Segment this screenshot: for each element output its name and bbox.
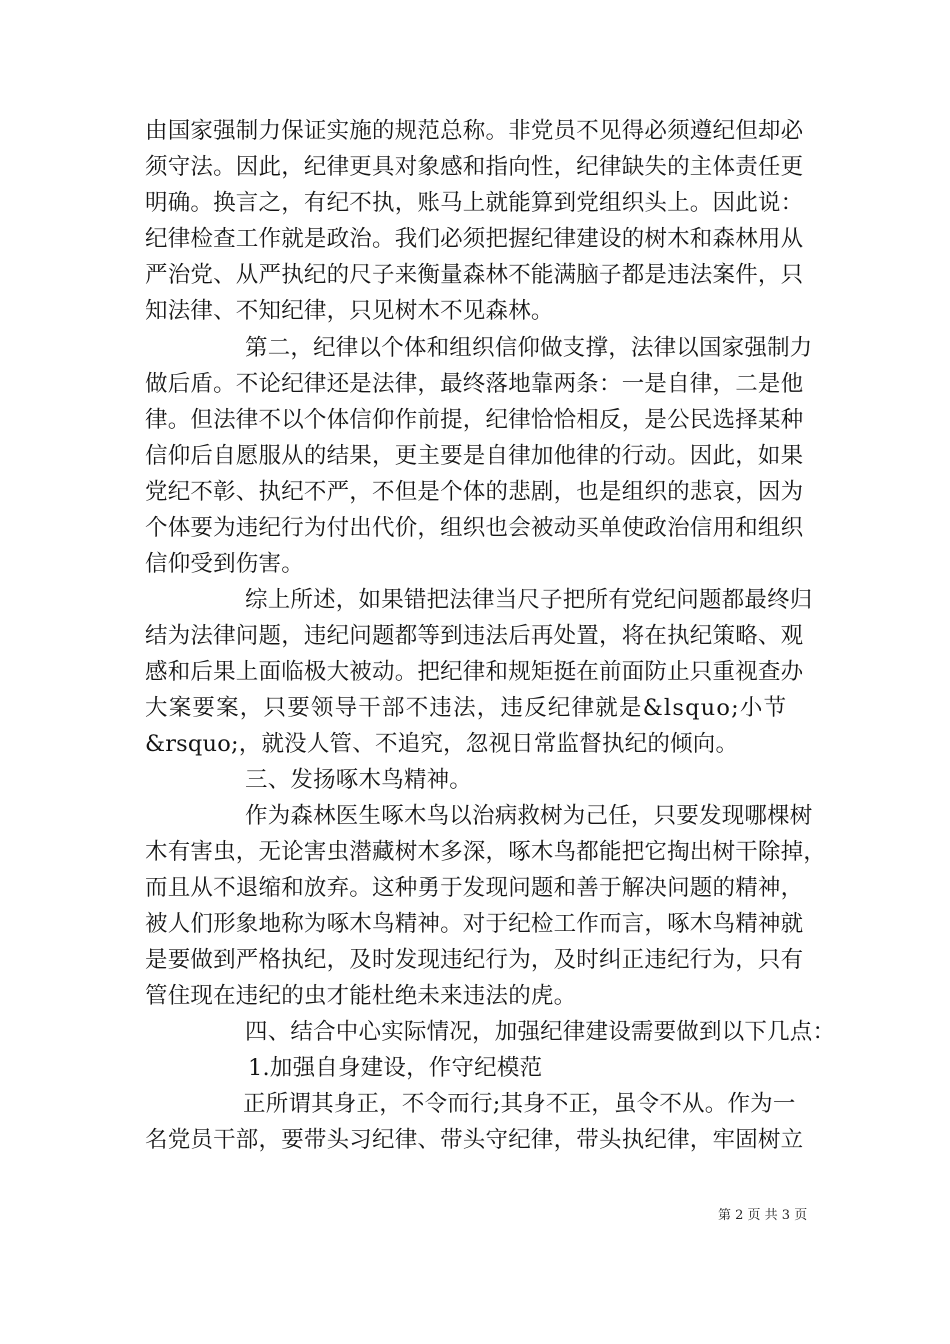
text-line: 由国家强制力保证实施的规范总称。非党员不见得必须遵纪但却必 <box>145 118 804 144</box>
text-line: 严治党、从严执纪的尺子来衡量森林不能满脑子都是违法案件，只 <box>145 262 804 288</box>
subsection-heading: 1.加强自身建设，作守纪模范 <box>248 1055 543 1081</box>
section-heading: 三、发扬啄木鸟精神。 <box>245 767 473 793</box>
text-line: 是要做到严格执纪，及时发现违纪行为，及时纠正违纪行为，只有 <box>145 947 804 973</box>
paragraph-start-line: 第二，纪律以个体和组织信仰做支撑，法律以国家强制力 <box>245 335 813 361</box>
text-line: 而且从不退缩和放弃。这种勇于发现问题和善于解决问题的精神， <box>145 875 804 901</box>
text-line: 个体要为违纪行为付出代价，组织也会被动买单使政治信用和组织 <box>145 515 804 541</box>
text-line: 感和后果上面临极大被动。把纪律和规矩挺在前面防止只重视查办 <box>145 659 804 685</box>
text-line: 结为法律问题，违纪问题都等到违法后再处置，将在执纪策略、观 <box>145 623 804 649</box>
paragraph-start-line: 综上所述，如果错把法律当尺子把所有党纪问题都最终归 <box>245 587 813 613</box>
paragraph-start-line: 作为森林医生啄木鸟以治病救树为己任，只要发现哪棵树 <box>245 803 813 829</box>
text-line: 大案要案，只要领导干部不违法，违反纪律就是&lsquo;小节 <box>145 695 788 721</box>
section-heading: 四、结合中心实际情况，加强纪律建设需要做到以下几点： <box>245 1019 836 1045</box>
page-number-footer: 第 2 页 共 3 页 <box>718 1208 808 1223</box>
text-line: 信仰后自愿服从的结果，更主要是自律加他律的行动。因此，如果 <box>145 443 804 469</box>
text-line: 管住现在违纪的虫才能杜绝未来违法的虎。 <box>145 983 577 1009</box>
text-line: &rsquo;，就没人管、不追究，忽视日常监督执纪的倾向。 <box>145 731 739 757</box>
text-line: 被人们形象地称为啄木鸟精神。对于纪检工作而言，啄木鸟精神就 <box>145 911 804 937</box>
text-line: 纪律检查工作就是政治。我们必须把握纪律建设的树木和森林用从 <box>145 226 804 252</box>
text-line: 做后盾。不论纪律还是法律，最终落地靠两条：一是自律，二是他 <box>145 371 804 397</box>
paragraph-start-line: 正所谓其身正，不令而行;其身不正，虽令不从。作为一 <box>243 1091 796 1117</box>
text-line: 党纪不彰、执纪不严，不但是个体的悲剧，也是组织的悲哀，因为 <box>145 479 804 505</box>
text-line: 须守法。因此，纪律更具对象感和指向性，纪律缺失的主体责任更 <box>145 154 804 180</box>
text-line: 律。但法律不以个体信仰作前提，纪律恰恰相反，是公民选择某种 <box>145 407 804 433</box>
text-line: 信仰受到伤害。 <box>145 551 304 577</box>
text-line: 知法律、不知纪律，只见树木不见森林。 <box>145 298 554 324</box>
text-line: 明确。换言之，有纪不执，账马上就能算到党组织头上。因此说： <box>145 190 804 216</box>
text-line: 名党员干部，要带头习纪律、带头守纪律，带头执纪律，牢固树立 <box>145 1127 804 1153</box>
text-line: 木有害虫，无论害虫潜藏树木多深，啄木鸟都能把它掏出树干除掉， <box>145 839 827 865</box>
